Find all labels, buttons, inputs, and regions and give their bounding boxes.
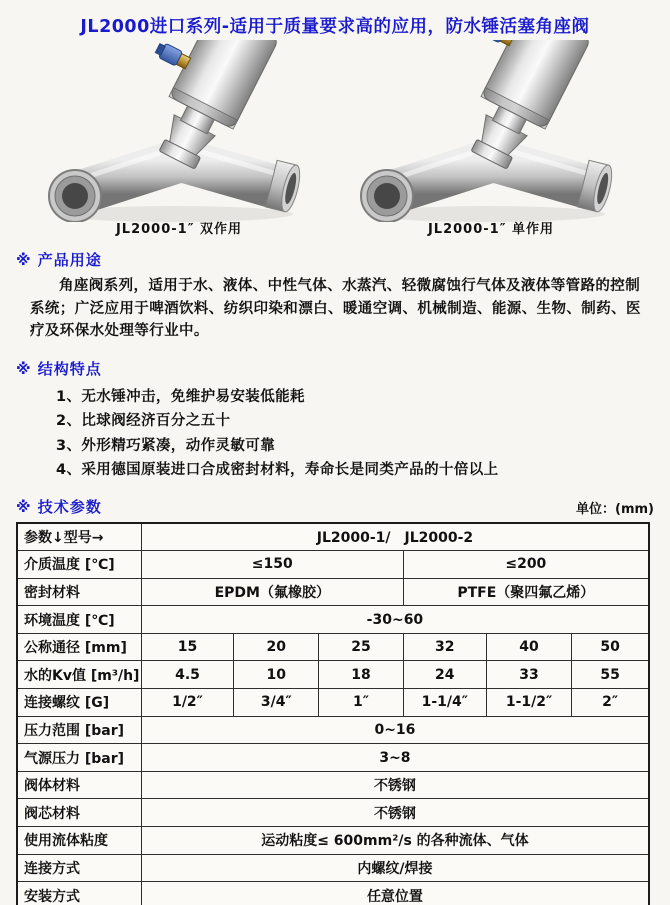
specs-header-row [16, 496, 654, 517]
spec-value: 1-1/2″ [486, 689, 571, 717]
feature-item: 1、无水锤冲击，免维护易安装低能耗 [56, 388, 305, 405]
section-technical-parameters [16, 496, 654, 905]
spec-label: 环境温度 [℃] [17, 606, 141, 634]
section-product-usage [16, 249, 654, 343]
spec-label: 气源压力 [bar] [17, 744, 141, 772]
spec-value: EPDM（氟橡胶） [141, 578, 403, 606]
air-fitting-icon [154, 41, 192, 71]
spec-row-fluid-viscosity [17, 827, 649, 855]
section-heading-usage: ※ 产品用途 [16, 251, 102, 269]
spec-value: 2″ [572, 689, 649, 717]
spec-row-media-temp [17, 551, 649, 579]
spec-label: 阀芯材料 [17, 799, 141, 827]
spec-row-thread [17, 689, 649, 717]
spec-value: 33 [486, 661, 571, 689]
spec-label: 使用流体粘度 [17, 827, 141, 855]
spec-value: 4.5 [141, 661, 233, 689]
spec-row-connection-type [17, 854, 649, 882]
feature-list [56, 385, 654, 483]
spec-value: 20 [234, 633, 319, 661]
spec-value: 3/4″ [234, 689, 319, 717]
spec-value: 15 [141, 633, 233, 661]
spec-label: 阀体材料 [17, 771, 141, 799]
spec-value: 0~16 [141, 716, 649, 744]
spec-value: 内螺纹/焊接 [141, 854, 649, 882]
spec-row-seal-material [17, 578, 649, 606]
spec-value: 10 [234, 661, 319, 689]
spec-row-model [17, 523, 649, 551]
page-title: JL2000进口系列-适用于质量要求高的应用，防水锤活塞角座阀 [80, 17, 590, 37]
spec-value: 18 [319, 661, 403, 689]
spec-value: 不锈钢 [141, 799, 649, 827]
product-photos [16, 40, 654, 237]
spec-row-core-material [17, 799, 649, 827]
spec-value: 1/2″ [141, 689, 233, 717]
feature-item: 3、外形精巧紧凑，动作灵敏可靠 [56, 437, 276, 454]
spec-row-nominal-diameter [17, 633, 649, 661]
spec-label: 公称通径 [mm] [17, 633, 141, 661]
spec-value: 3~8 [141, 744, 649, 772]
spec-row-mounting [17, 882, 649, 905]
usage-paragraph: 角座阀系列，适用于水、液体、中性气体、水蒸汽、轻微腐蚀行气体及液体等管路的控制系统；广泛应用于啤酒饮料、纺织印染和漂白、暖通空调、机械制造、能源、生物、制药、医疗及环保水处理等行业中。 [30, 278, 641, 339]
spec-row-kv-value [17, 661, 649, 689]
spec-value: 40 [486, 633, 571, 661]
spec-label: 水的Kv值 [m³/h] [17, 661, 141, 689]
spec-value: 24 [403, 661, 486, 689]
spec-value: -30~60 [141, 606, 649, 634]
spec-value: 32 [403, 633, 486, 661]
photo-caption-double-acting: JL2000-1″ 双作用 [115, 222, 243, 237]
spec-row-ambient-temp [17, 606, 649, 634]
spec-row-pressure-range [17, 716, 649, 744]
spec-row-body-material [17, 771, 649, 799]
spec-label: 介质温度 [℃] [17, 551, 141, 579]
valve-illustration-double-acting [29, 40, 329, 222]
photo-caption-single-acting: JL2000-1″ 单作用 [427, 222, 555, 237]
section-heading-specs: ※ 技术参数 [16, 497, 102, 516]
spec-value: 25 [319, 633, 403, 661]
spec-label: 压力范围 [bar] [17, 716, 141, 744]
spec-value: 1-1/4″ [403, 689, 486, 717]
valve-illustration-single-acting [341, 40, 641, 222]
spec-value: 不锈钢 [141, 771, 649, 799]
spec-label: 连接螺纹 [G] [17, 689, 141, 717]
spec-value: ≤150 [141, 551, 403, 579]
unit-note: 单位：(mm) [576, 501, 654, 517]
spec-value: 任意位置 [141, 882, 649, 905]
spec-value: 55 [572, 661, 649, 689]
spec-value: 运动粘度≤ 600mm²/s 的各种流体、气体 [141, 827, 649, 855]
spec-label: 连接方式 [17, 854, 141, 882]
spec-label: 安装方式 [17, 882, 141, 905]
section-structure-features [16, 358, 654, 483]
spec-value: JL2000-1/ JL2000-2 [141, 523, 649, 551]
feature-item: 4、采用德国原装进口合成密封材料，寿命长是同类产品的十倍以上 [56, 462, 499, 478]
feature-item: 2、比球阀经济百分之五十 [56, 413, 231, 429]
spec-value: PTFE（聚四氟乙烯） [403, 578, 649, 606]
product-photo-double-acting [26, 40, 332, 237]
spec-label: 密封材料 [17, 578, 141, 606]
spec-table [16, 522, 650, 905]
spec-label: 参数↓型号→ [17, 523, 141, 551]
product-photo-single-acting [338, 40, 644, 237]
spec-value: 50 [572, 633, 649, 661]
spec-row-air-pressure [17, 744, 649, 772]
spec-value: ≤200 [403, 551, 649, 579]
section-heading-features: ※ 结构特点 [16, 359, 102, 378]
spec-value: 1″ [319, 689, 403, 717]
